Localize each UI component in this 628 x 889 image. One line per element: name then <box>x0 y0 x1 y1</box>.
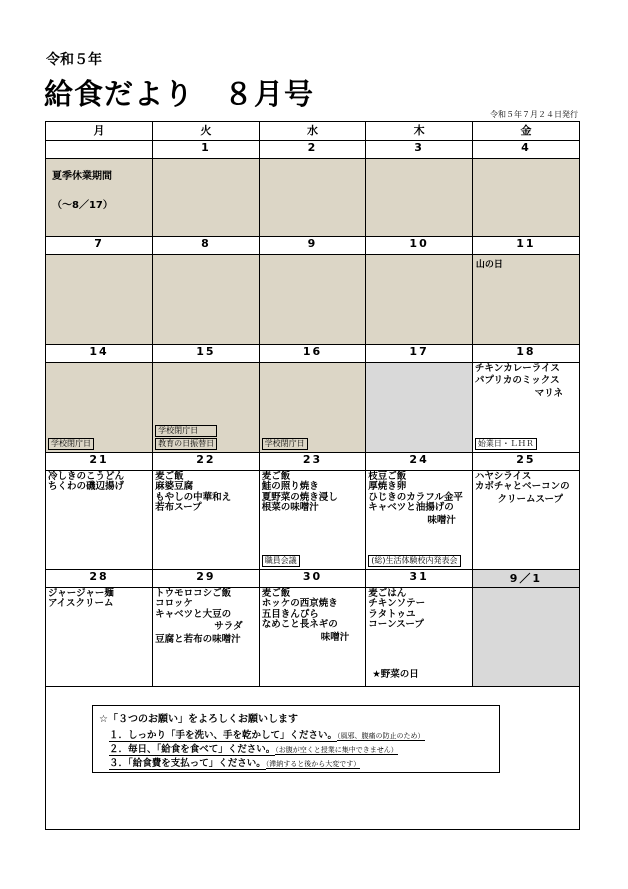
vegetable-day-note: ★野菜の日 <box>372 668 419 680</box>
day-cell <box>153 470 260 569</box>
day-cell <box>153 254 260 344</box>
day-cell <box>259 587 366 686</box>
date-cell: 28 <box>46 569 153 587</box>
menu-text: 味噌汁 <box>427 514 456 526</box>
closure-note: 学校閉庁日 <box>155 425 217 437</box>
request-text: ３．「給食費を支払って」ください。 <box>109 758 266 769</box>
menu-text: 枝豆ご飯 厚焼き卵 ひじきのカラフル金平 キャベツと油揚げの <box>368 470 463 513</box>
date-cell: 4 <box>472 140 579 158</box>
closure-note: 学校閉庁日 <box>48 438 94 450</box>
menu-text: 麦ごはん チキンソテー ラタトゥユ コーンスープ <box>368 587 426 630</box>
request-text: ２．毎日、「給食を食べて」ください。 <box>109 744 276 755</box>
note-stack <box>155 424 217 450</box>
week3-dates <box>46 344 579 362</box>
day-cell <box>366 254 473 344</box>
request-text: １．しっかり「手を洗い、手を乾かして」ください。 <box>109 730 338 741</box>
era-label: 令和５年 <box>46 52 102 68</box>
day-cell <box>472 470 579 569</box>
menu-text: マリネ <box>534 387 563 399</box>
week1-menus <box>46 158 579 236</box>
request-reason: （滞納すると後から大変です） <box>265 760 361 768</box>
weekday-fri: 金 <box>472 122 579 140</box>
date-cell: 23 <box>259 452 366 470</box>
date-cell: 9／1 <box>472 569 579 587</box>
date-cell: 18 <box>472 344 579 362</box>
date-cell: 30 <box>259 569 366 587</box>
day-cell <box>46 470 153 569</box>
date-cell: 21 <box>46 452 153 470</box>
menu-text: 冷しきのこうどん ちくわの磯辺揚げ <box>48 470 125 492</box>
weekday-wed: 水 <box>259 122 366 140</box>
request-item <box>109 757 493 771</box>
weekday-row <box>46 122 579 140</box>
date-cell: 11 <box>472 236 579 254</box>
week1-dates <box>46 140 579 158</box>
date-cell: 3 <box>366 140 473 158</box>
event-note: 始業日・ＬＨＲ <box>475 438 537 450</box>
date-cell: 14 <box>46 344 153 362</box>
menu-text: 麦ご飯 ホッケの西京焼き 五目きんぴら なめこと長ネギの <box>261 587 338 630</box>
menu-text: トウモロコシご飯 コロッケ キャベツと大豆の <box>155 587 232 620</box>
day-cell <box>472 587 579 686</box>
menu-text: ハヤシライス カボチャとベーコンの <box>474 470 570 492</box>
vacation-label: 夏季休業期間 <box>52 170 112 182</box>
menu-text: パプリカのミックス <box>474 375 560 386</box>
day-cell <box>366 587 473 686</box>
menu-text: クリームスープ <box>497 493 563 505</box>
day-cell <box>259 362 366 452</box>
date-cell: 9 <box>259 236 366 254</box>
day-cell <box>153 587 260 686</box>
menu-text: チキンカレーライス <box>474 362 560 374</box>
menu-text: サラダ <box>214 621 243 632</box>
issue-date: 令和５年７月２４日発行 <box>490 110 578 119</box>
date-cell: 8 <box>153 236 260 254</box>
page-title: 給食だより ８月号 <box>44 77 315 111</box>
day-cell <box>46 158 153 236</box>
week3-menus <box>46 362 579 452</box>
day-cell <box>472 158 579 236</box>
date-cell: 1 <box>153 140 260 158</box>
request-reason: （風邪、腹痛の防止のため） <box>337 732 425 740</box>
weekday-thu: 木 <box>366 122 473 140</box>
day-cell <box>366 158 473 236</box>
day-cell <box>153 362 260 452</box>
day-cell <box>366 362 473 452</box>
week2-dates <box>46 236 579 254</box>
day-cell <box>46 362 153 452</box>
date-cell: 15 <box>153 344 260 362</box>
menu-text: 味噌汁 <box>320 631 350 643</box>
calendar-table <box>46 122 579 687</box>
day-cell <box>46 587 153 686</box>
week2-menus <box>46 254 579 344</box>
day-cell <box>472 254 579 344</box>
menu-text: ジャージャー麺 アイスクリーム <box>48 587 114 609</box>
vacation-range: （～8／17） <box>52 199 113 211</box>
date-cell: 7 <box>46 236 153 254</box>
day-cell <box>472 362 579 452</box>
week5-menus <box>46 587 579 686</box>
day-cell <box>46 254 153 344</box>
requests-heading: ☆「３つのお願い」をよろしくお願いします <box>99 714 298 725</box>
day-cell <box>153 158 260 236</box>
day-cell <box>366 470 473 569</box>
request-item <box>109 743 493 757</box>
event-note: (総)生活体験校内発表会 <box>368 555 460 567</box>
week4-menus <box>46 470 579 569</box>
week5-dates <box>46 569 579 587</box>
menu-text: 豆腐と若布の味噌汁 <box>155 633 241 645</box>
menu-text: 麦ご飯 鮭の照り焼き 夏野菜の焼き浸し 根菜の味噌汁 <box>261 470 338 513</box>
vacation-note <box>46 159 152 233</box>
weekday-tue: 火 <box>153 122 260 140</box>
holiday-label: 山の日 <box>475 259 503 270</box>
event-note: 職員会議 <box>262 555 300 567</box>
date-cell: 17 <box>366 344 473 362</box>
date-cell: 24 <box>366 452 473 470</box>
date-cell: 25 <box>472 452 579 470</box>
weekday-mon: 月 <box>46 122 153 140</box>
requests-box <box>92 705 500 773</box>
date-cell: 16 <box>259 344 366 362</box>
week4-dates <box>46 452 579 470</box>
request-item <box>109 729 493 743</box>
day-cell <box>259 158 366 236</box>
education-day-note: 教育の日振替日 <box>155 438 217 450</box>
request-reason: （お腹が空くと授業に集中できません） <box>275 746 398 754</box>
day-cell <box>259 254 366 344</box>
date-cell: 31 <box>366 569 473 587</box>
day-cell <box>259 470 366 569</box>
date-cell: 2 <box>259 140 366 158</box>
date-cell: 22 <box>153 452 260 470</box>
date-cell <box>46 140 153 158</box>
date-cell: 10 <box>366 236 473 254</box>
closure-note: 学校閉庁日 <box>262 438 308 450</box>
menu-text: 麦ご飯 麻婆豆腐 もやしの中華和え 若布スープ <box>155 470 232 513</box>
date-cell: 29 <box>153 569 260 587</box>
